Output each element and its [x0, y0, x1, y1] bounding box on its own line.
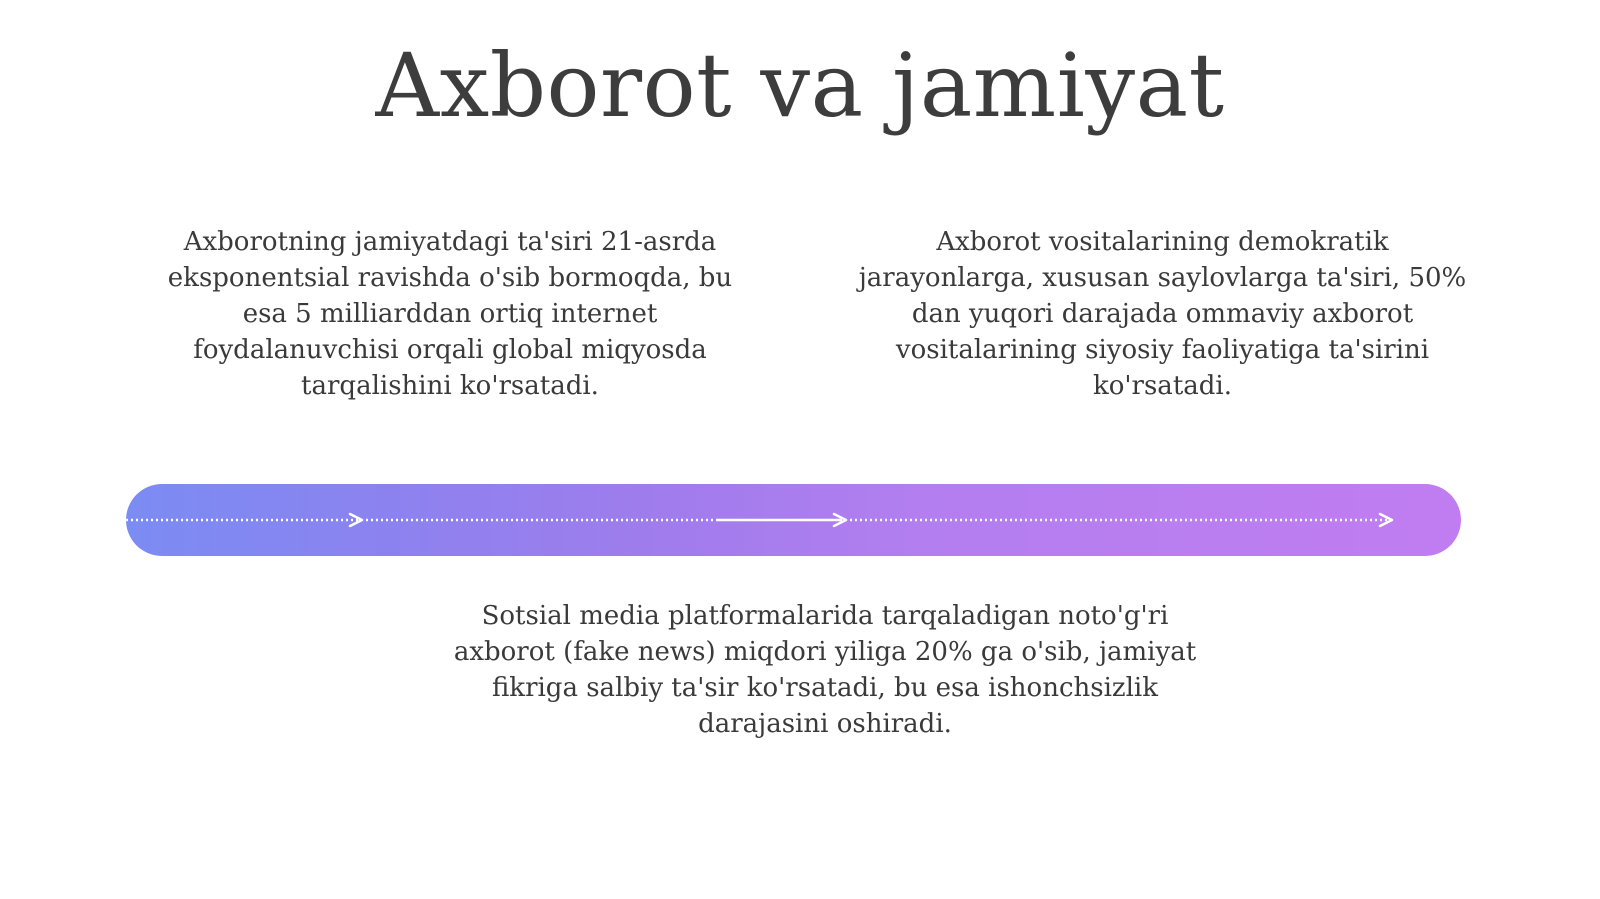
point-right-text: Axborot vositalarining demokratik jarayonlarga, xususan saylovlarga ta'siri, 50% dan yuqori darajada ommaviy axborot vositalarining siyosiy faoliyatiga ta'sirini ko'rsatadi. — [858, 227, 1467, 401]
point-bottom-text: Sotsial media platformalarida tarqaladigan noto'g'ri axborot (fake news) miqdori yiliga 20% ga o'sib, jamiyat fikriga salbiy ta'sir ko'rsatadi, bu esa ishonchsizlik darajasini oshiradi. — [453, 601, 1197, 739]
timeline-bar — [126, 484, 1461, 556]
timeline-arrows — [126, 484, 1461, 556]
slide-title: Axborot va jamiyat — [375, 34, 1225, 137]
point-left-text: Axborotning jamiyatdagi ta'siri 21-asrda eksponentsial ravishda o'sib bormoqda, bu esa 5 milliarddan ortiq internet foydalanuvchisi orqali global miqyosda tarqalishini ko'rsatadi. — [167, 227, 733, 401]
